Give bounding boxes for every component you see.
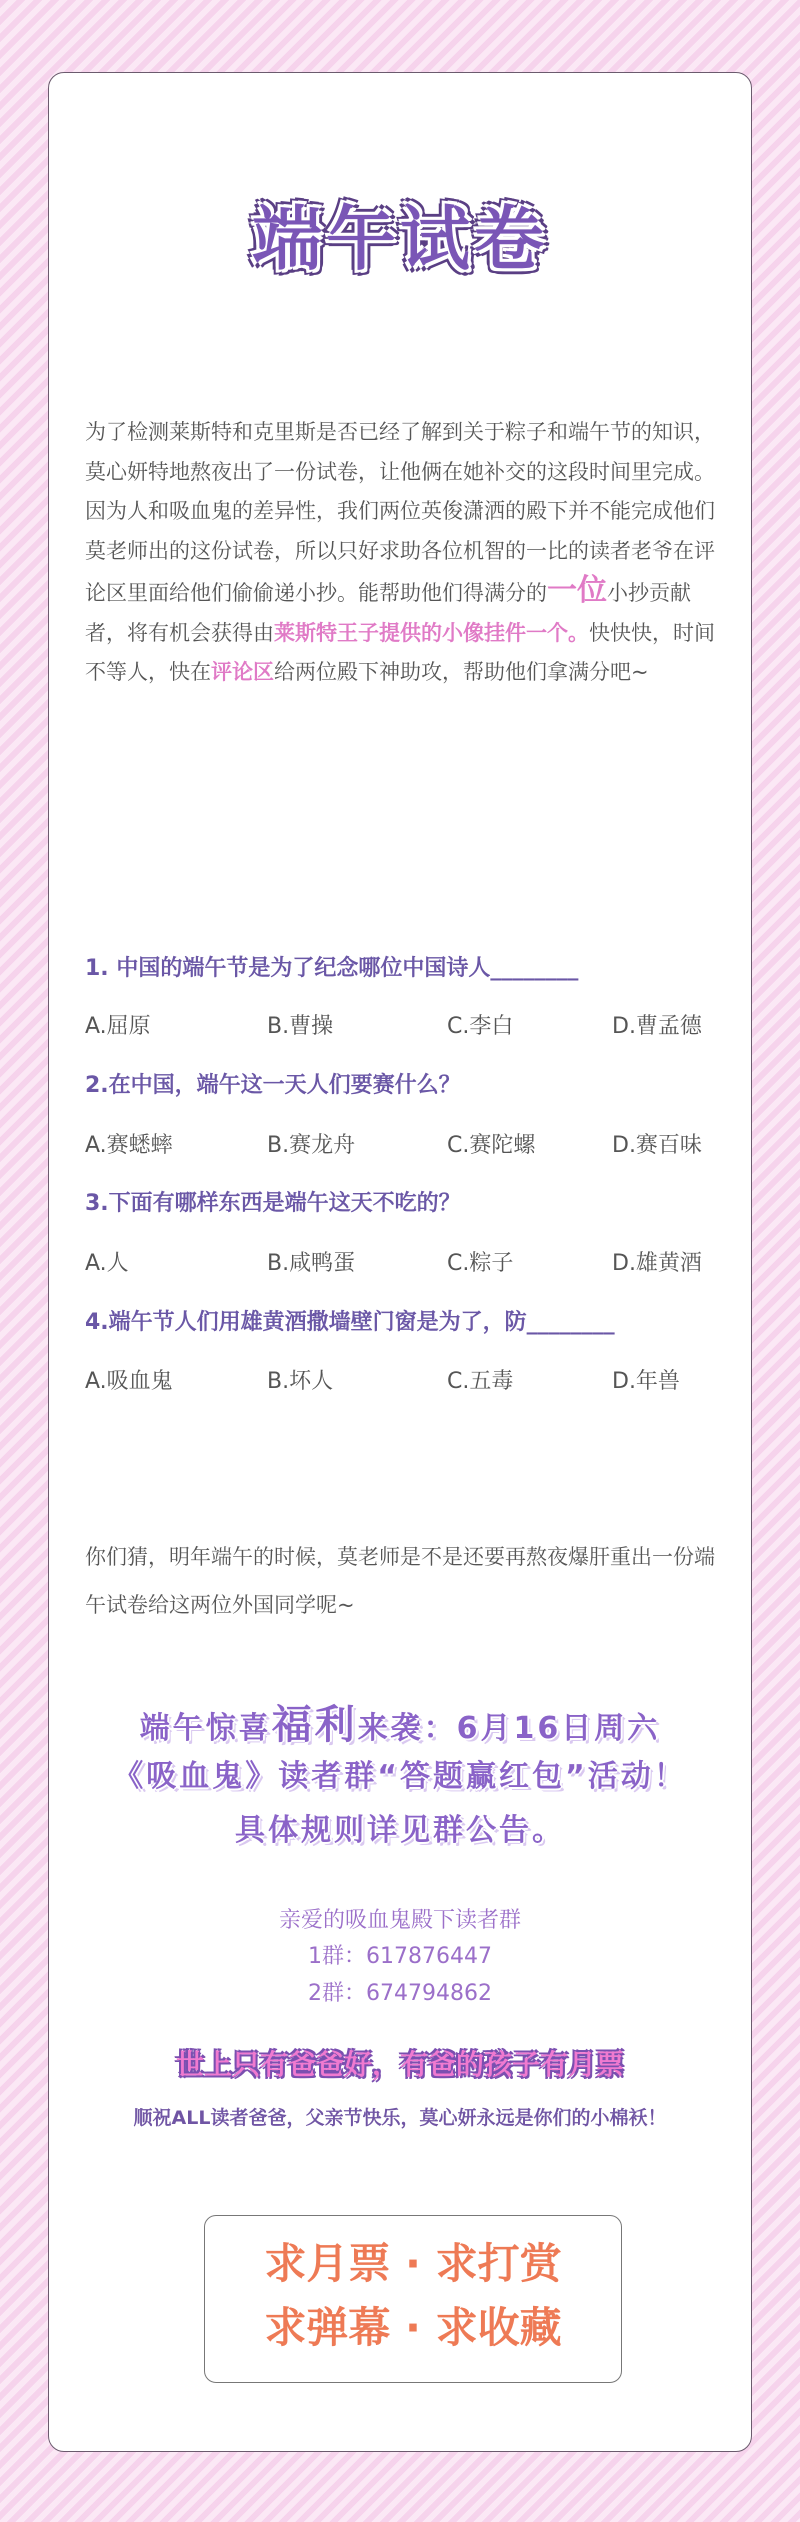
fathers-day-wish: 顺祝ALL读者爸爸，父亲节快乐，莫心妍永远是你们的小棉袄！ [133, 2107, 667, 2129]
outro-paragraph: 你们猜，明年端午的时候，莫老师是不是还要再熬夜爆肝重出一份端午试卷给这两位外国同学呢~ [85, 1545, 715, 1617]
reader-group-name: 亲爱的吸血鬼殿下读者群 [278, 1908, 521, 1933]
intro-text-1: 为了检测莱斯特和克里斯是否已经了解到关于粽子和端午节的知识，莫心妍特地熬夜出了一份试卷，让他俩在她补交的这段时间里完成。因为人和吸血鬼的差异性，我们两位英俊潇洒的殿下并不能完成他们莫老师出的这份试卷，所以只好求助各位机智的一比的读者老爷在评论区里面给他们偷偷递小抄。能帮助他们得满分的 [85, 420, 715, 605]
highlight-one: 一位 [547, 573, 607, 608]
intro-text-4: 给两位殿下神助攻，帮助他们拿满分吧~ [274, 660, 649, 684]
intro-text-3: 快快快，时间不等人，快在 [85, 620, 715, 684]
option-c: C.赛陀螺 [447, 1133, 536, 1158]
question-3: 3.下面有哪样东西是端午这天不吃的？ [85, 1191, 461, 1216]
option-c: C.粽子 [447, 1251, 514, 1276]
option-a: A.赛蟋蟀 [85, 1133, 173, 1158]
support-box [204, 2215, 622, 2383]
paper-card [48, 72, 752, 2452]
option-b: B.咸鸭蛋 [267, 1251, 356, 1276]
option-c: C.五毒 [447, 1369, 514, 1394]
option-b: B.赛龙舟 [267, 1133, 356, 1158]
question-1: 1. 中国的端午节是为了纪念哪位中国诗人________ [85, 956, 579, 981]
highlight-comment-area: 评论区 [211, 660, 274, 684]
page-title: 端午试卷 [252, 198, 548, 280]
promo-line-3: 具体规则详见群公告。 [235, 1813, 565, 1848]
promo-l1a: 端午惊喜 [139, 1711, 272, 1746]
promo-fuli: 福利 [271, 1702, 358, 1748]
option-c: C.李白 [447, 1014, 514, 1039]
intro-text-2: 小抄贡献者，将有机会获得由 [85, 581, 691, 645]
option-d: D.雄黄酒 [612, 1251, 702, 1276]
monthly-ticket-slogan: 世上只有爸爸好，有爸的孩子有月票 [175, 2048, 624, 2081]
option-a: A.屈原 [85, 1014, 151, 1039]
intro-paragraph [85, 413, 717, 693]
reader-group-2: 2群：674794862 [308, 1981, 492, 2006]
promo-line-2: 《吸血鬼》读者群“答题赢红包”活动！ [113, 1759, 687, 1794]
support-line-1: 求月票 · 求打赏 [264, 2239, 562, 2288]
option-d: D.曹孟德 [612, 1014, 702, 1039]
option-d: D.年兽 [612, 1369, 680, 1394]
option-d: D.赛百味 [612, 1133, 702, 1158]
question-2: 2.在中国，端午这一天人们要赛什么？ [85, 1073, 461, 1098]
option-a: A.人 [85, 1251, 129, 1276]
option-b: B.曹操 [267, 1014, 334, 1039]
option-a: A.吸血鬼 [85, 1369, 173, 1394]
reader-group-1: 1群：617876447 [308, 1944, 492, 1969]
highlight-prize: 莱斯特王子提供的小像挂件一个。 [274, 620, 589, 645]
promo-line-1 [49, 1693, 751, 1750]
question-4: 4.端午节人们用雄黄酒撒墙壁门窗是为了，防________ [85, 1310, 615, 1335]
option-b: B.坏人 [267, 1369, 334, 1394]
support-line-2: 求弹幕 · 求收藏 [264, 2303, 562, 2352]
promo-l1c: 来袭：6月16日周六 [357, 1711, 661, 1746]
